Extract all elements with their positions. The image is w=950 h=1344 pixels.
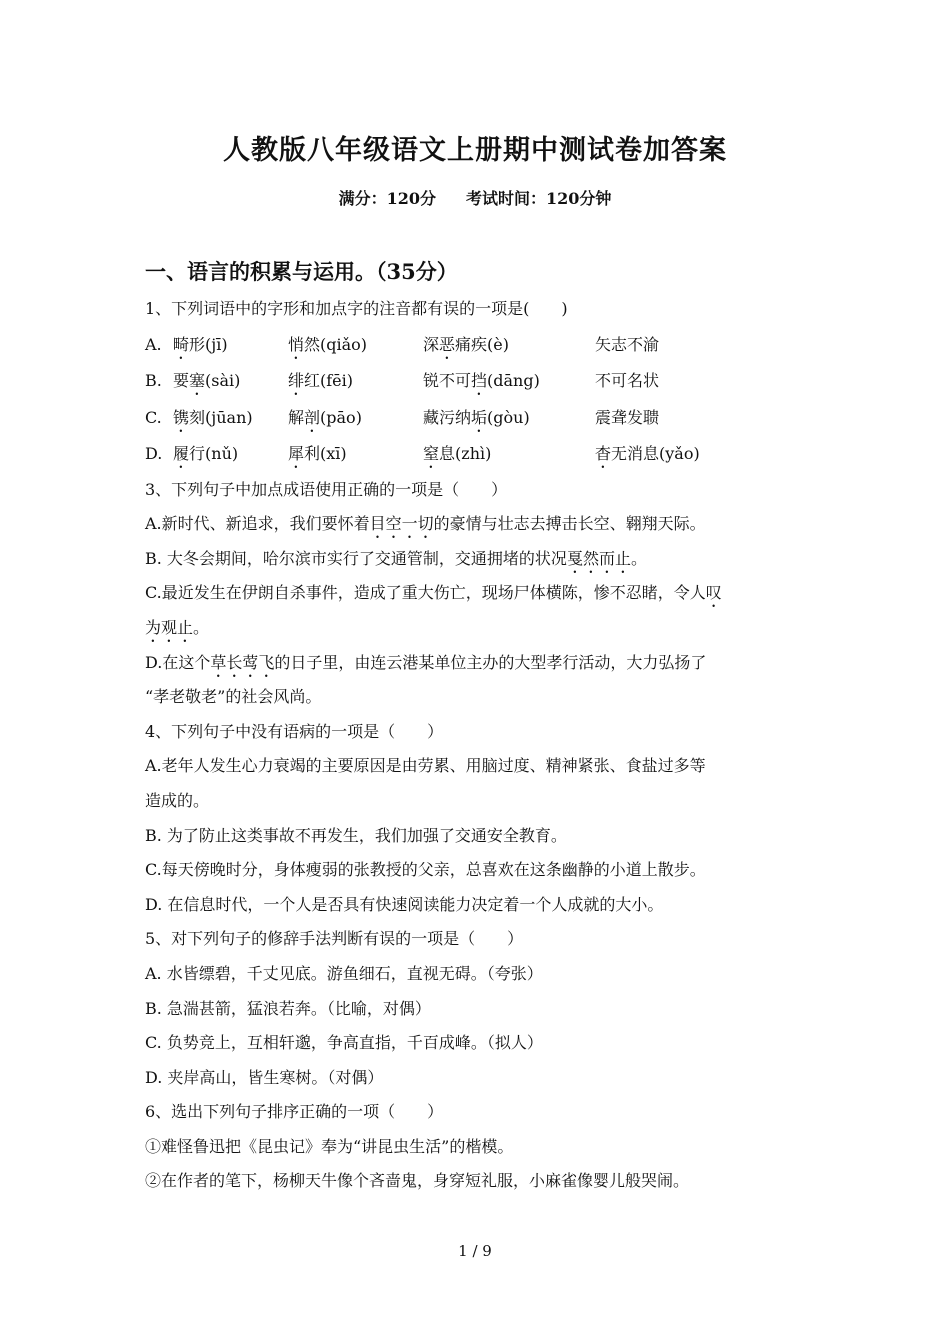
q5-option-c: C. 负势竞上，互相轩邈，争高直指，千百成峰。（拟人）: [145, 1033, 543, 1053]
q1-option-b: B. 要塞(sài) 绯红(fēi) 锐不可挡(dāng) 不可名状: [145, 371, 660, 391]
q3-stem: 3、下列句子中加点成语使用正确的一项是（ ）: [145, 479, 508, 499]
q5-option-b: B. 急湍甚箭，猛浪若奔。（比喻，对偶）: [145, 998, 431, 1018]
questions: [145, 292, 810, 1199]
q3-option-a: A.新时代、新追求，我们要怀着目空一切的豪情与壮志去搏击长空、翱翔天际。: [145, 514, 706, 534]
q6-stem: 6、选出下列句子排序正确的一项（ ）: [145, 1102, 444, 1122]
q5-option-a: A. 水皆缥碧，千丈见底。游鱼细石，直视无碍。（夸张）: [145, 963, 543, 983]
q4-option-b: B. 为了防止这类事故不再发生，我们加强了交通安全教育。: [145, 825, 567, 845]
q6-sentence-1: ①难怪鲁迅把《昆虫记》奉为“讲昆虫生活”的楷模。: [145, 1136, 514, 1156]
q5-option-d: D. 夹岸高山，皆生寒树。（对偶）: [145, 1067, 384, 1087]
q3-option-c-line2: 为观止。: [145, 617, 210, 637]
page-number: 1 / 9: [458, 1242, 492, 1260]
q4-stem: 4、下列句子中没有语病的一项是（ ）: [145, 721, 444, 741]
exam-time: 考试时间：120分钟: [466, 189, 612, 208]
q3-option-b: B. 大冬会期间，哈尔滨市实行了交通管制，交通拥堵的状况戛然而止。: [145, 548, 647, 568]
q4-option-a-line2: 造成的。: [145, 790, 210, 810]
q1-option-d: D. 履行(nǔ) 犀利(xī) 窒息(zhì) 杳无消息(yǎo): [145, 444, 700, 464]
q1-option-a: A. 畸形(jī) 悄然(qiǎo) 深恶痛疾(è) 矢志不渝: [145, 334, 660, 354]
q4-option-c: C.每天傍晚时分，身体瘦弱的张教授的父亲，总喜欢在这条幽静的小道上散步。: [145, 860, 706, 880]
q6-sentence-2: ②在作者的笔下，杨柳天牛像个吝啬鬼，身穿短礼服，小麻雀像婴儿般哭闹。: [145, 1171, 690, 1191]
q3-option-d-line2: “孝老敬老”的社会风尚。: [145, 687, 322, 707]
q1-stem: 1、下列词语中的字形和加点字的注音都有误的一项是( ): [145, 299, 568, 318]
section-heading: 一、语言的积累与运用。（35分）: [145, 259, 458, 284]
full-score: 满分：120分: [338, 189, 436, 208]
q4-option-a-line1: A.老年人发生心力衰竭的主要原因是由劳累、用脑过度、精神紧张、食盐过多等: [145, 756, 706, 776]
q3-option-c-line1: C.最近发生在伊朗自杀事件，造成了重大伤亡，现场尸体横陈，惨不忍睹，令人叹: [145, 583, 722, 603]
q3-option-d-line1: D.在这个草长莺飞的日子里，由连云港某单位主办的大型孝行活动，大力弘扬了: [145, 652, 707, 672]
q5-stem: 5、对下列句子的修辞手法判断有误的一项是（ ）: [145, 929, 524, 949]
q1-option-c: C. 镌刻(jūan) 解剖(pāo) 藏污纳垢(gòu) 震聋发聩: [145, 407, 660, 427]
q4-option-d: D. 在信息时代，一个人是否具有快速阅读能力决定着一个人成就的大小。: [145, 894, 664, 914]
doc-title: 人教版八年级语文上册期中测试卷加答案: [223, 135, 727, 166]
exam-meta: [0, 186, 950, 209]
